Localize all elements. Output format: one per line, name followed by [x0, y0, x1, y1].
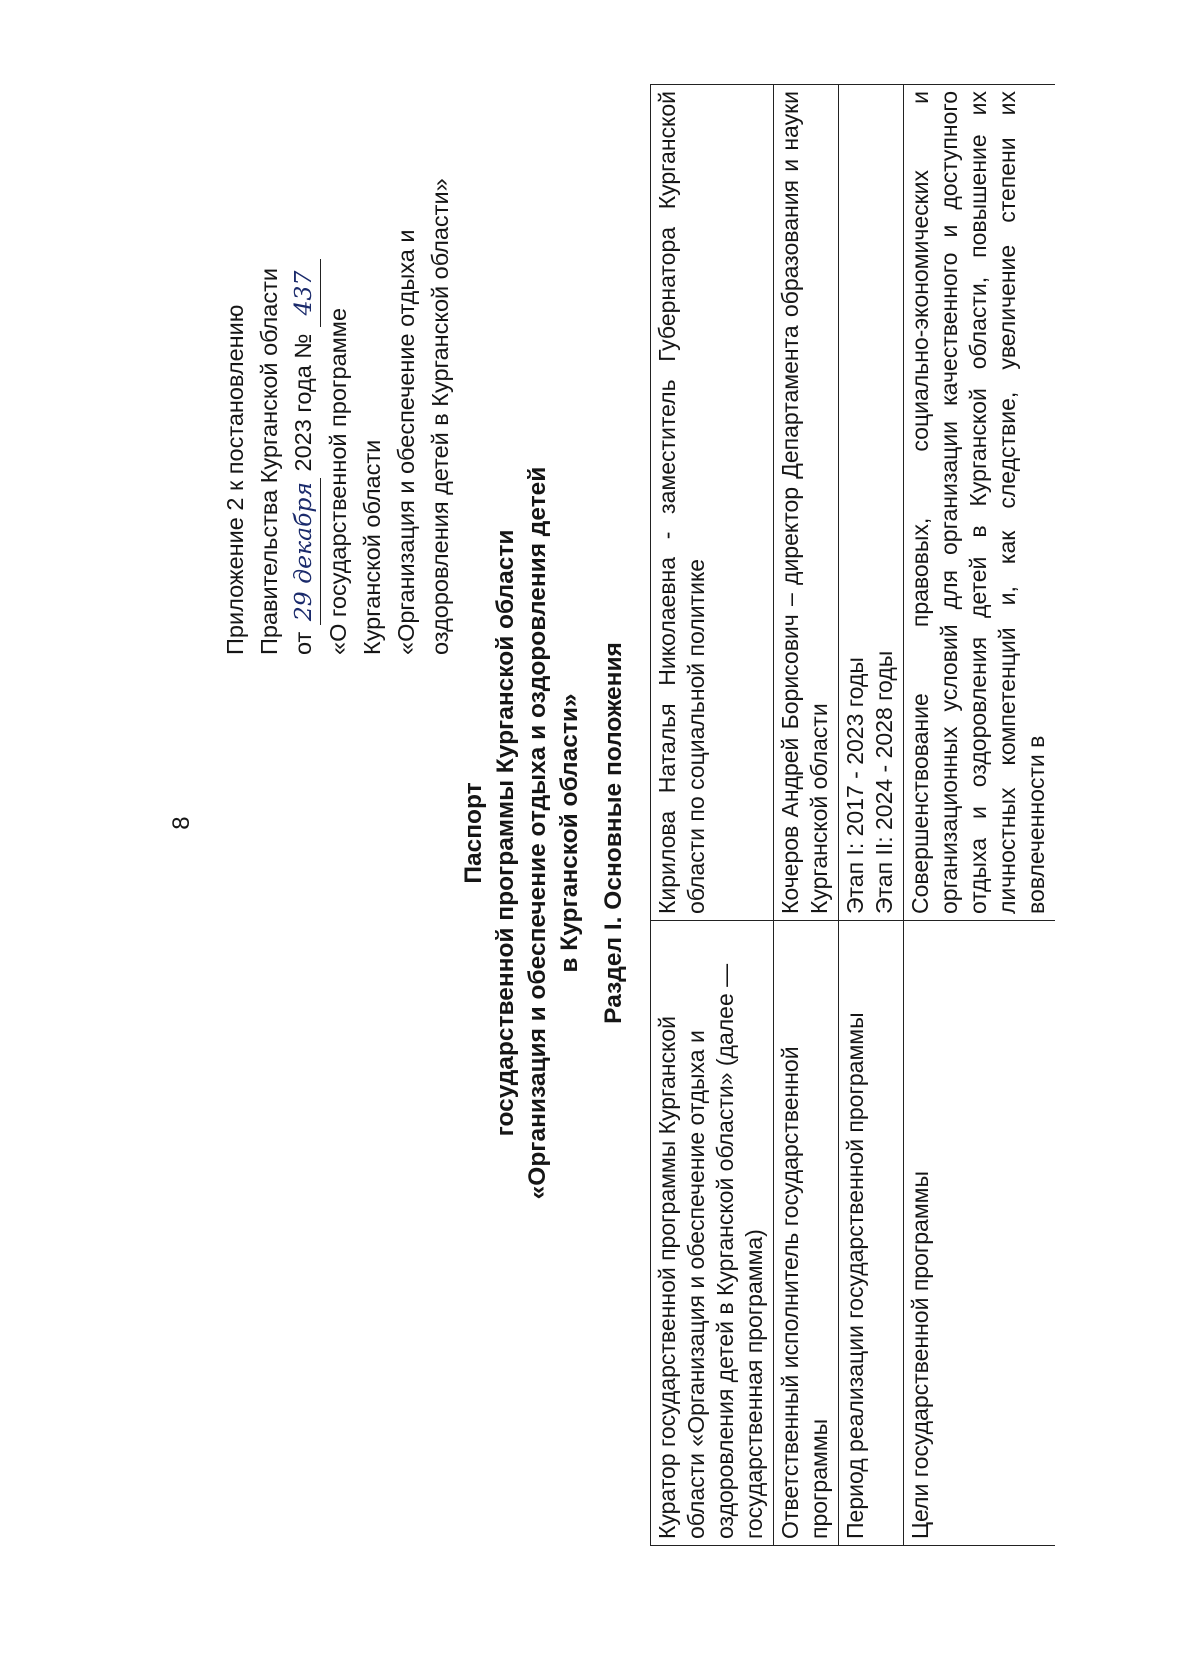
date-prefix: от	[290, 631, 316, 655]
period-stage-2: Этап II: 2024 - 2028 годы	[871, 650, 897, 914]
year-text: 2023 года №	[290, 333, 316, 472]
row-label: Ответственный исполнитель государственной программы	[774, 921, 839, 1546]
appendix-line: «О государственной программе	[325, 307, 351, 655]
title-line: «Организация и обеспечение отдыха и оздоровления детей	[524, 466, 551, 1200]
row-label: Цели государственной программы	[904, 921, 1056, 1546]
row-value	[839, 85, 904, 921]
table-row	[839, 85, 904, 1546]
appendix-line: Курганской области	[359, 439, 385, 655]
title-line: государственной программы Курганской области	[492, 529, 519, 1137]
handwritten-number: 437	[286, 259, 321, 327]
row-value: Кочеров Андрей Борисович – директор Департамента образования и науки Курганской области	[774, 85, 839, 921]
page-number: 8	[168, 816, 195, 830]
table-row	[774, 85, 839, 1546]
appendix-date-line	[286, 95, 321, 655]
row-label: Период реализации государственной программы	[839, 921, 904, 1546]
table-row	[651, 85, 774, 1546]
section-title: Раздел I. Основные положения	[600, 642, 627, 1024]
document-title	[458, 423, 586, 1243]
handwritten-date: 29 декабря	[286, 478, 321, 625]
appendix-line: Приложение 2 к постановлению	[222, 304, 248, 655]
row-label: Куратор государственной программы Курганской области «Организация и обеспечение отдыха и оздоровления детей в Курганской области» (далее — государственная программа)	[651, 921, 774, 1546]
title-line: Паспорт	[460, 782, 487, 884]
row-value: Кирилова Наталья Николаевна - заместитель Губернатора Курганской области по социальной политике	[651, 85, 774, 921]
appendix-line: «Организация и обеспечение отдыха и	[393, 229, 419, 655]
period-stage-1: Этап I: 2017 - 2023 годы	[842, 657, 868, 914]
appendix-line: оздоровления детей в Курганской области»	[427, 178, 453, 655]
passport-table	[650, 84, 1055, 1546]
title-line: в Курганской области»	[556, 693, 583, 973]
table-row	[904, 85, 1056, 1546]
appendix-header	[218, 95, 457, 655]
row-value: Совершенствование правовых, социально-экономических и организационных условий для организации качественного и доступного отдыха и оздоровления детей в Курганской области, повышение их личностных компетенций и, как следствие, увеличение степени их вовлеченности в	[904, 85, 1056, 921]
appendix-line: Правительства Курганской области	[256, 268, 282, 655]
